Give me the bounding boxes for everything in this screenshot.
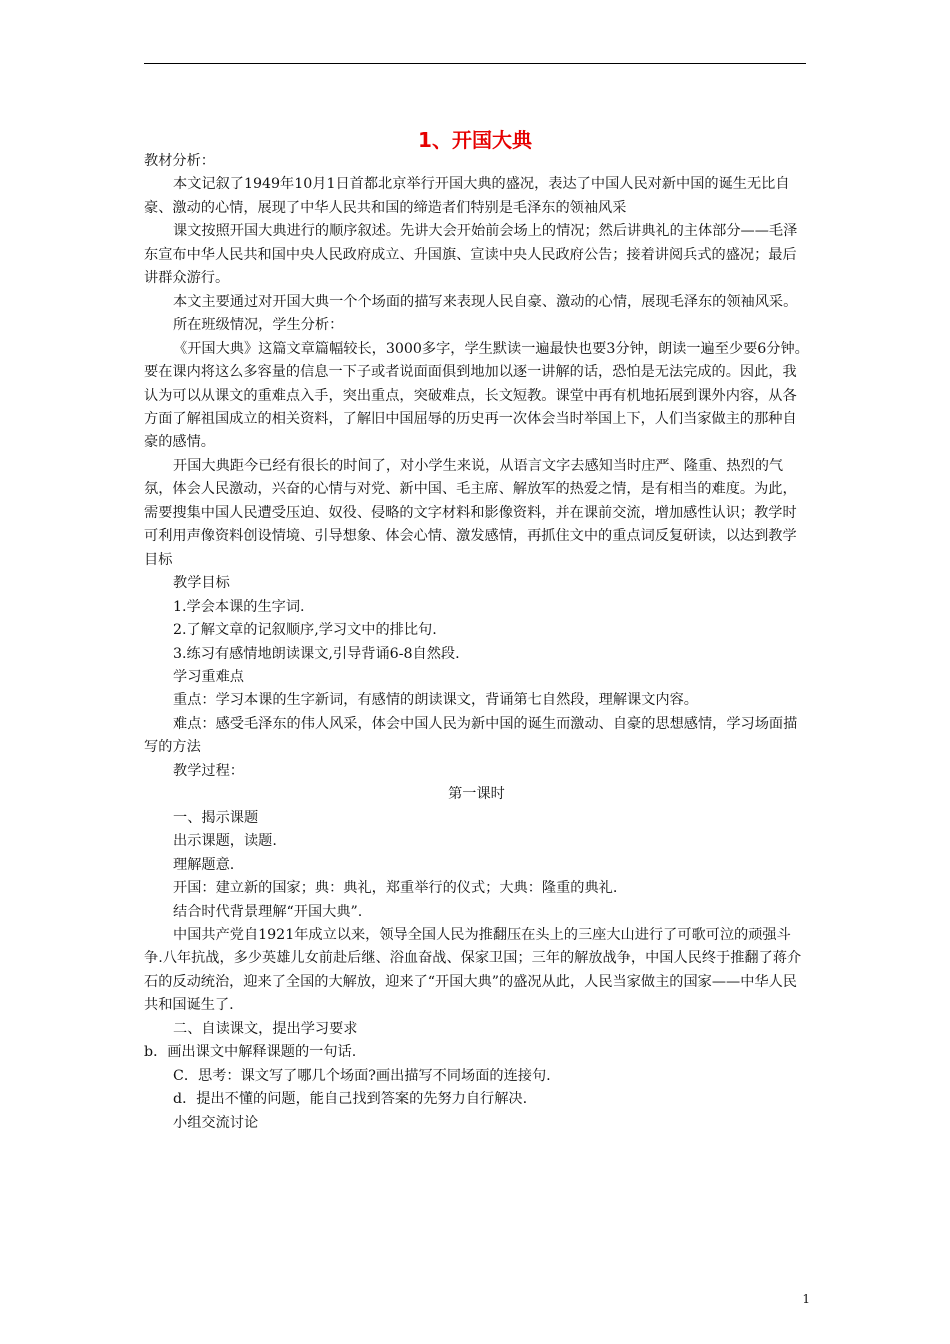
goal-item: 1.学会本课的生字词. [173, 598, 305, 615]
step-heading: 一、揭示课题 [173, 809, 259, 826]
section-heading-key-points: 学习重难点 [173, 668, 244, 685]
section-heading-process: 教学过程： [173, 762, 244, 779]
paragraph: 理解题意. [173, 856, 235, 873]
paragraph: 《开国大典》这篇文章篇幅较长，3000多字，学生默读一遍最快也要3分钟，朗读一遍至少要6分钟。要在课内将这么多容量的信息一下子或者说面面俱到地加以逐一讲解的话，恐怕是无法完成的。因此，我认为可以从课文的重难点入手，突出重点，突破难点，长文短教。课堂中再有机地拓展到课外内容，从各方面了解祖国成立的相关资料，了解旧中国屈辱的历史再一次体会当时举国上下，人们当家做主的那种自豪的感情。 [144, 340, 809, 451]
section-heading-goals: 教学目标 [173, 575, 230, 592]
page-title: 1、开国大典 [418, 128, 532, 152]
paragraph: 中国共产党自1921年成立以来，领导全国人民为推翻压在头上的三座大山进行了可歌可泣的顽强斗争.八年抗战，多少英雄儿女前赴后继、浴血奋战、保家卫国；三年的解放战争，中国人民终于推翻了蒋介石的反动统治，迎来了全国的大解放，迎来了“开国大典”的盛况从此，人民当家做主的国家——中华人民共和国诞生了. [144, 926, 802, 1014]
list-item: C．思考：课文写了哪几个场面?画出描写不同场面的连接句. [173, 1067, 551, 1084]
paragraph: 本文记叙了1949年10月1日首都北京举行开国大典的盛况，表达了中国人民对新中国的诞生无比自豪、激动的心情，展现了中华人民共和国的缔造者们特别是毛泽东的领袖风采 [144, 176, 790, 216]
goal-item: 3.练习有感情地朗读课文,引导背诵6-8自然段. [173, 645, 460, 662]
paragraph: 结合时代背景理解“开国大典”. [173, 903, 363, 920]
paragraph: 开国大典距今已经有很长的时间了，对小学生来说，从语言文字去感知当时庄严、隆重、热烈的气氛，体会人民激动，兴奋的心情与对党、新中国、毛主席、解放军的热爱之情，是有相当的难度。为此，需要搜集中国人民遭受压迫、奴役、侵略的文字材料和影像资料，并在课前交流，增加感性认识；教学时可利用声像资料创设情境、引导想象、体会心情、激发感情，再抓住文中的重点词反复研读，以达到教学目标 [144, 457, 797, 568]
paragraph: 开国：建立新的国家；典：典礼，郑重举行的仪式；大典：隆重的典礼. [173, 880, 618, 897]
goal-item: 2.了解文章的记叙顺序,学习文中的排比句. [173, 622, 437, 639]
list-item: b．画出课文中解释课题的一句话. [144, 1044, 357, 1061]
page-number: 1 [802, 1292, 810, 1306]
paragraph: 出示课题，读题. [173, 833, 277, 850]
section-heading-analysis: 教材分析： [144, 153, 215, 169]
paragraph: 课文按照开国大典进行的顺序叙述。先讲大会开始前会场上的情况；然后讲典礼的主体部分——毛泽东宣布中华人民共和国中央人民政府成立、升国旗、宣读中央人民政府公告；接着讲阅兵式的盛况；最后讲群众游行。 [144, 223, 798, 287]
lesson-heading: 第一课时 [448, 786, 505, 803]
paragraph: 本文主要通过对开国大典一个个场面的描写来表现人民自豪、激动的心情，展现毛泽东的领袖风采。 [173, 293, 798, 310]
difficult-point: 难点：感受毛泽东的伟人风采，体会中国人民为新中国的诞生而激动、自豪的思想感情，学习场面描写的方法 [144, 715, 798, 756]
step-heading: 二、自读课文，提出学习要求 [173, 1020, 358, 1037]
list-item: d．提出不懂的问题，能自己找到答案的先努力自行解决. [173, 1091, 528, 1108]
section-heading-students: 所在班级情况，学生分析： [173, 317, 344, 334]
document-body [144, 150, 809, 1135]
header-rule [144, 63, 806, 64]
key-point: 重点：学习本课的生字新词，有感情的朗读课文，背诵第七自然段，理解课文内容。 [173, 692, 698, 709]
paragraph: 小组交流讨论 [173, 1114, 259, 1131]
